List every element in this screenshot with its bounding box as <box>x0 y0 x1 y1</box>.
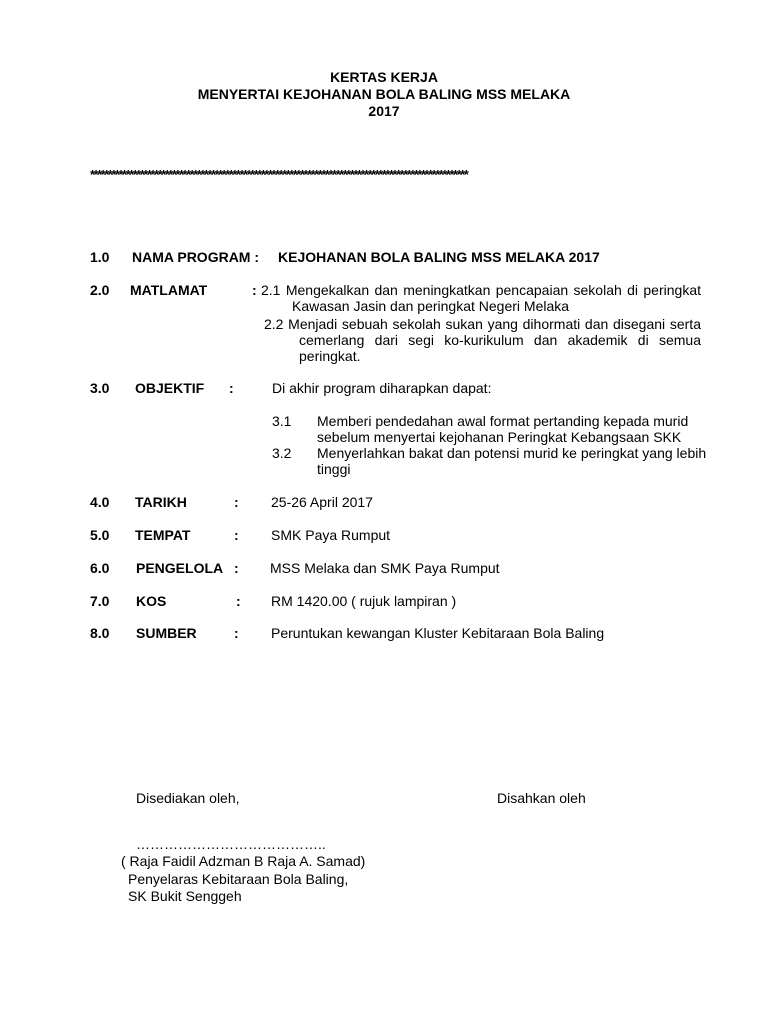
section-5-colon: : <box>234 527 239 543</box>
section-8-colon: : <box>234 625 239 641</box>
prepared-by-label: Disediakan oleh, <box>136 790 240 806</box>
signatory-name: ( Raja Faidil Adzman B Raja A. Samad) <box>121 853 366 869</box>
signature-dotted-line: ………………………………….. <box>136 836 326 852</box>
section-6-number: 6.0 <box>90 560 110 576</box>
signatory-school: SK Bukit Senggeh <box>128 888 242 904</box>
section-3-colon: : <box>229 380 234 396</box>
section-3-item-2-line-2: tinggi <box>317 461 351 477</box>
section-8-number: 8.0 <box>90 625 110 641</box>
document-title: KERTAS KERJA <box>330 69 438 85</box>
section-2-colon: : <box>252 282 257 298</box>
section-5-value: SMK Paya Rumput <box>271 527 391 543</box>
section-2-label: MATLAMAT <box>130 282 208 298</box>
section-7-colon: : <box>236 593 241 609</box>
separator-line: ********************************************************************************************************** <box>90 167 468 182</box>
approved-by-label: Disahkan oleh <box>497 790 586 806</box>
section-2-item-2-line-2: cemerlang dari segi ko-kurikulum dan akademik di semua <box>299 332 701 348</box>
section-1-value: KEJOHANAN BOLA BALING MSS MELAKA 2017 <box>278 249 600 265</box>
section-3-item-1-number: 3.1 <box>272 413 292 429</box>
section-8-label: SUMBER <box>136 625 197 641</box>
section-1-label: NAMA PROGRAM : <box>132 249 260 265</box>
section-3-item-2-line-1: Menyerlahkan bakat dan potensi murid ke peringkat yang lebih <box>317 445 707 461</box>
section-3-item-1-line-2: sebelum menyertai kejohanan Peringkat Kebangsaan SKK <box>317 429 682 445</box>
section-6-value: MSS Melaka dan SMK Paya Rumput <box>270 560 500 576</box>
section-4-colon: : <box>234 494 239 510</box>
section-4-value: 25-26 April 2017 <box>271 494 373 510</box>
section-2-item-1-line-2: Kawasan Jasin dan peringkat Negeri Melaka <box>292 298 570 314</box>
section-5-label: TEMPAT <box>135 527 191 543</box>
section-2-item-2-line-1: 2.2 Menjadi sebuah sekolah sukan yang dihormati dan disegani serta <box>264 316 701 332</box>
section-2-number: 2.0 <box>90 282 110 298</box>
section-3-label: OBJEKTIF <box>135 380 205 396</box>
section-3-number: 3.0 <box>90 380 110 396</box>
section-5-number: 5.0 <box>90 527 110 543</box>
section-4-number: 4.0 <box>90 494 110 510</box>
section-3-item-1-line-1: Memberi pendedahan awal format pertanding kepada murid <box>317 413 689 429</box>
section-8-value: Peruntukan kewangan Kluster Kebitaraan Bola Baling <box>271 625 605 641</box>
section-3-item-2-number: 3.2 <box>272 445 292 461</box>
section-7-value: RM 1420.00 ( rujuk lampiran ) <box>271 593 457 609</box>
section-6-label: PENGELOLA <box>136 560 224 576</box>
signatory-position: Penyelaras Kebitaraan Bola Baling, <box>128 871 349 887</box>
section-2-item-1-line-1: 2.1 Mengekalkan dan meningkatkan pencapaian sekolah di peringkat <box>261 282 701 298</box>
section-2-item-2-line-3: peringkat. <box>299 348 361 364</box>
section-4-label: TARIKH <box>135 494 187 510</box>
section-7-number: 7.0 <box>90 593 110 609</box>
document-subtitle: MENYERTAI KEJOHANAN BOLA BALING MSS MELAKA <box>197 86 571 102</box>
section-7-label: KOS <box>136 593 167 609</box>
document-year: 2017 <box>368 103 400 119</box>
section-6-colon: : <box>234 560 239 576</box>
section-1-number: 1.0 <box>90 249 110 265</box>
section-3-intro: Di akhir program diharapkan dapat: <box>272 380 492 396</box>
